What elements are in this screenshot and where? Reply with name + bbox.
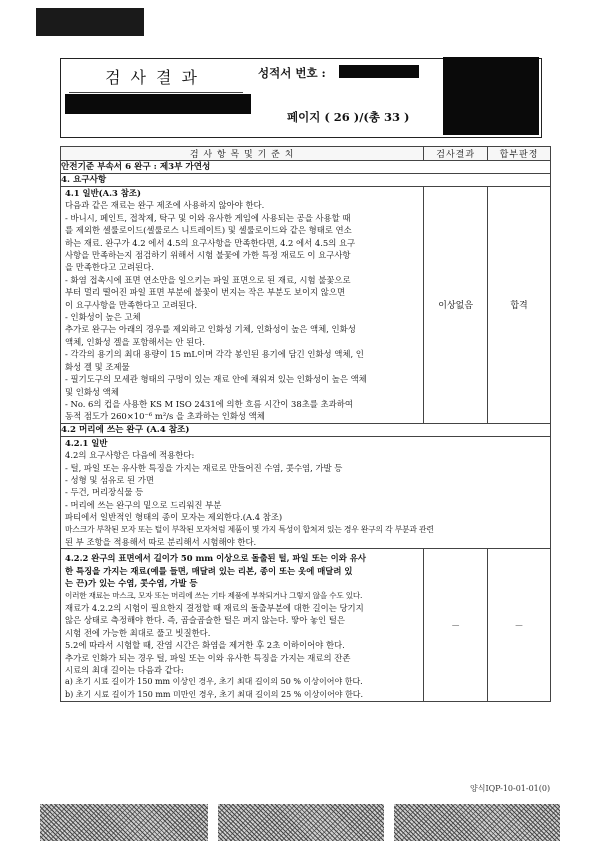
text-line: - 인화성이 높은 고체 xyxy=(65,312,141,323)
subheading: 는 끈)가 있는 수염, 콧수염, 가발 등 xyxy=(65,578,198,589)
text-line: 5.2에 따라서 시험할 때, 잔염 시간은 화염을 제거한 후 2초 이하이어야 한다. xyxy=(65,640,345,651)
text-line: - 화염 접촉시에 표면 연소만을 일으키는 파일 표면으로 된 재료, 시험 불꽃으로 xyxy=(65,274,351,285)
table-row xyxy=(61,549,551,702)
text-line: 된 부 조항을 적용해서 따로 분리해서 시험해야 한다. xyxy=(65,536,257,547)
text-line: 하는 재료. 완구가 4.2 에서 4.5의 요구사항을 만족한다면, 4.2 에서 4.5의 요구 xyxy=(65,237,356,248)
text-line: 액체, 인화성 겔을 포함해서는 안 된다. xyxy=(65,336,205,347)
text-line: b) 초기 시료 길이가 150 mm 미만인 경우, 초기 최대 길이의 25 % 이상이어야 한다. xyxy=(65,689,364,699)
text-line: 이 요구사항을 만족한다고 고려된다. xyxy=(65,299,198,310)
requirement-cell xyxy=(61,187,424,424)
text-line: - 머리에 쓰는 완구의 밑으로 드리워진 부분 xyxy=(65,499,222,510)
text-line: - 필기도구의 모세관 형태의 구멍이 있는 재료 안에 채워져 있는 인화성이 높은 액체 xyxy=(65,374,367,385)
table-row xyxy=(61,436,551,549)
column-header-item: 검 사 항 목 및 기 준 치 xyxy=(61,147,424,161)
security-pattern xyxy=(40,804,208,841)
requirement-cell xyxy=(61,549,424,702)
requirement-cell xyxy=(61,436,551,549)
column-header-result: 검사결과 xyxy=(424,147,488,161)
text-line: 파티에서 일반적인 형태의 종이 모자는 제외한다.(A.4 참조) xyxy=(65,512,283,523)
subheading: 4.2.1 일반 xyxy=(65,437,108,448)
text-line: 화성 겔 및 조제물 xyxy=(65,361,130,372)
redacted-tab xyxy=(36,8,144,36)
text-line: - No. 6의 컵을 사용한 KS M ISO 2431에 의한 흐름 시간이 38초를 초과하여 xyxy=(65,398,353,409)
text-line: 이러한 재료는 마스크, 모자 또는 머리에 쓰는 기타 제품에 부착되거나 그렇지 않을 수도 있다. xyxy=(65,590,363,600)
redacted-report-number xyxy=(339,65,419,78)
column-header-verdict: 합부판정 xyxy=(488,147,551,161)
verdict-cell: － xyxy=(488,549,551,702)
redacted-logo xyxy=(443,57,539,135)
inspection-table xyxy=(60,146,551,702)
text-line: 추가로 인화가 되는 경우 털, 파일 또는 이와 유사한 특징을 가지는 재료의 잔존 xyxy=(65,652,351,663)
text-line: - 각각의 용기의 최대 용량이 15 mL이며 각각 봉인된 용기에 담긴 인화성 액체, 인 xyxy=(65,349,364,360)
text-line: 재료가 4.2.2의 시험이 필요한지 결정할 때 재료의 돌출부분에 대한 길이는 당기지 xyxy=(65,603,364,613)
redacted-company xyxy=(65,94,251,114)
text-line: 마스크가 부착된 모자 또는 털이 부착된 모자처럼 제품이 몇 가지 특성이 합쳐져 있는 경우 완구의 각 부분과 관련 xyxy=(65,524,434,534)
text-line: 사항을 만족하는지 점검하기 위해서 시험 불꽃에 가한 특정 재료도 이 요구사항 xyxy=(65,250,351,261)
text-line: 시료의 최대 길이는 다음과 같다: xyxy=(65,665,184,676)
text-line: - 바니시, 페인트, 접착제, 탁구 및 이와 유사한 게임에 사용되는 공을 사용할 때 xyxy=(65,212,351,223)
result-cell: 이상없음 xyxy=(424,187,488,424)
title-divider xyxy=(69,92,243,93)
text-line: 을 만족한다고 고려된다. xyxy=(65,262,154,273)
text-line: 4.2의 요구사항은 다음에 적용한다: xyxy=(65,450,195,461)
text-line: 않은 상태로 측정해야 한다. 즉, 곱슬곱슬한 털은 펴지 않는다. 땋아 놓인 털은 xyxy=(65,615,345,626)
text-line: a) 초기 시료 길이가 150 mm 이상인 경우, 초기 최대 길이의 50 % 이상이어야 한다. xyxy=(65,677,363,687)
standard-line: 안전기준 부속서 6 완구 : 제3부 가연성 xyxy=(61,161,551,174)
text-line: 다음과 같은 재료는 완구 제조에 사용하지 않아야 한다. xyxy=(65,200,265,211)
subheading: 4.1 일반(A.3 참조) xyxy=(65,188,141,198)
text-line: - 털, 파일 또는 유사한 특징을 가지는 재료로 만들어진 수염, 콧수염, 가발 등 xyxy=(65,462,343,473)
report-header xyxy=(60,58,542,138)
table-row xyxy=(61,187,551,424)
text-line: 및 인화성 액체 xyxy=(65,386,119,397)
text-line: - 두건, 머리장식물 등 xyxy=(65,487,144,498)
text-line: 시험 전에 가능한 최대로 풀고 빗질한다. xyxy=(65,627,211,638)
subheading: 4.2.2 완구의 표면에서 길이가 50 mm 이상으로 돌출된 털, 파일 또는 이와 유사 xyxy=(65,553,366,564)
security-pattern xyxy=(218,804,384,841)
page-title: 검사결과 xyxy=(105,68,207,87)
subheading: 한 특징을 가지는 재료(예를 들면, 매달려 있는 리본, 종이 또는 옷에 매달려 있 xyxy=(65,565,353,576)
section-heading: 4.2 머리에 쓰는 완구 (A.4 참조) xyxy=(61,423,551,436)
text-line: 를 제외한 셀룰로이드(셀룰로스 니트레이트) 및 셀룰로이드와 같은 형태로 연소 xyxy=(65,225,352,236)
text-line: 동적 점도가 260×10⁻⁶ m²/s 을 초과하는 인화성 액체 xyxy=(65,411,265,422)
section-heading: 4. 요구사항 xyxy=(61,174,551,187)
verdict-cell: 합격 xyxy=(488,187,551,424)
result-cell: － xyxy=(424,549,488,702)
form-code: 양식IQP-10-01-01(0) xyxy=(470,784,551,793)
report-number-label: 성적서 번호 : xyxy=(258,66,326,80)
security-pattern xyxy=(394,804,560,841)
text-line: 부터 멀리 떨어진 파일 표면 부분에 불꽃이 번지는 작은 부분도 보이지 않으면 xyxy=(65,287,346,298)
text-line: - 성형 및 섬유로 된 가면 xyxy=(65,474,154,485)
page-indicator: 페이지 ( 26 )/(총 33 ) xyxy=(287,110,410,124)
text-line: 추가로 완구는 아래의 경우를 제외하고 인화성 기체, 인화성이 높은 액체, 인화성 xyxy=(65,324,356,335)
